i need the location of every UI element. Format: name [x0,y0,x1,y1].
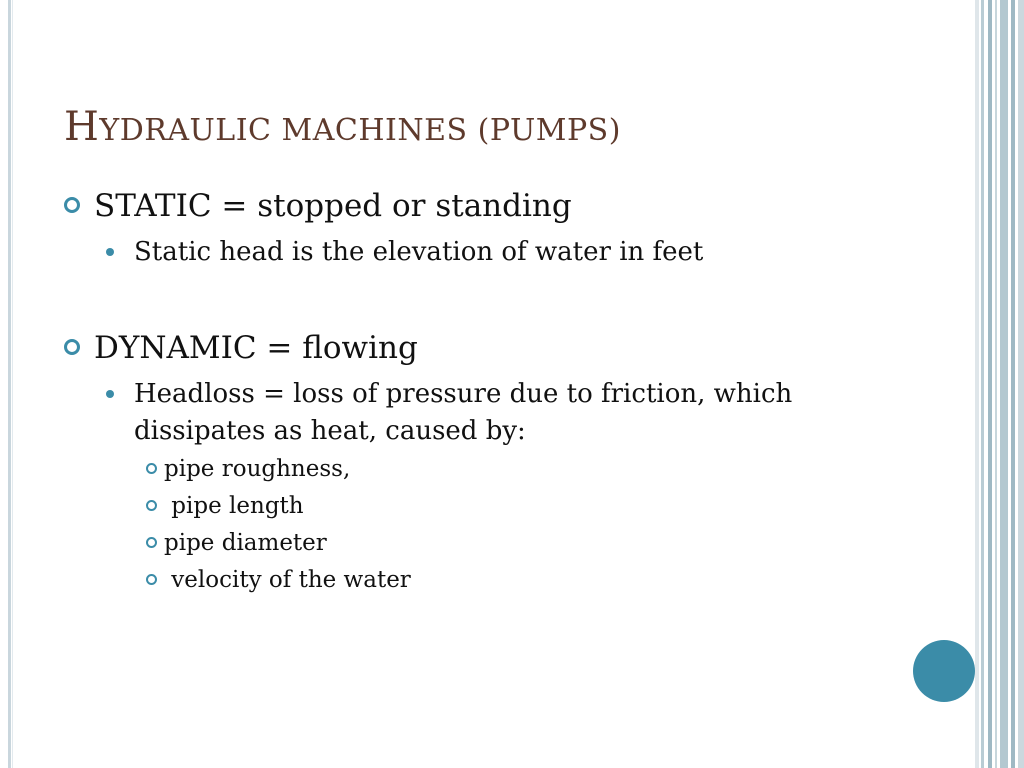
slide-title-rest: YDRAULIC MACHINES (PUMPS) [99,113,621,148]
left-frame-line [8,0,11,768]
ring-bullet-icon [64,339,80,355]
right-stripe [995,0,997,768]
sub-sub-bullet-text: pipe diameter [164,530,327,556]
right-stripe [975,0,979,768]
sub-bullet-text: Headloss = loss of pressure due to friction, which dissipates as heat, caused by: [134,379,793,446]
small-ring-bullet-icon [146,500,157,511]
sub-sub-bullet-length [146,493,304,519]
sub-sub-bullet-velocity [146,567,411,593]
bullet-dynamic [64,330,418,366]
sub-sub-bullet-diameter [146,530,327,556]
sub-sub-bullet-text: velocity of the water [164,567,411,593]
right-stripe [1018,0,1024,768]
dot-bullet-icon [106,390,114,398]
dot-bullet-icon [106,248,114,256]
small-ring-bullet-icon [146,463,157,474]
decorative-circle [913,640,975,702]
small-ring-bullet-icon [146,574,157,585]
sub-bullet-static-head [106,234,866,271]
slide-title [64,104,621,150]
ring-bullet-icon [64,197,80,213]
sub-sub-bullet-roughness [146,456,350,482]
right-stripe [988,0,992,768]
right-stripe [981,0,984,768]
slide-title-initial: H [64,104,100,150]
left-frame-inner-line [12,0,13,768]
right-stripe [1011,0,1015,768]
small-ring-bullet-icon [146,537,157,548]
sub-bullet-text: Static head is the elevation of water in feet [134,237,704,267]
sub-bullet-headloss [106,376,826,450]
bullet-text: STATIC = stopped or standing [94,188,572,224]
bullet-text: DYNAMIC = flowing [94,330,418,366]
sub-sub-bullet-text: pipe length [164,493,304,519]
sub-sub-bullet-text: pipe roughness, [164,456,351,482]
right-stripe [1000,0,1008,768]
bullet-static [64,188,572,224]
